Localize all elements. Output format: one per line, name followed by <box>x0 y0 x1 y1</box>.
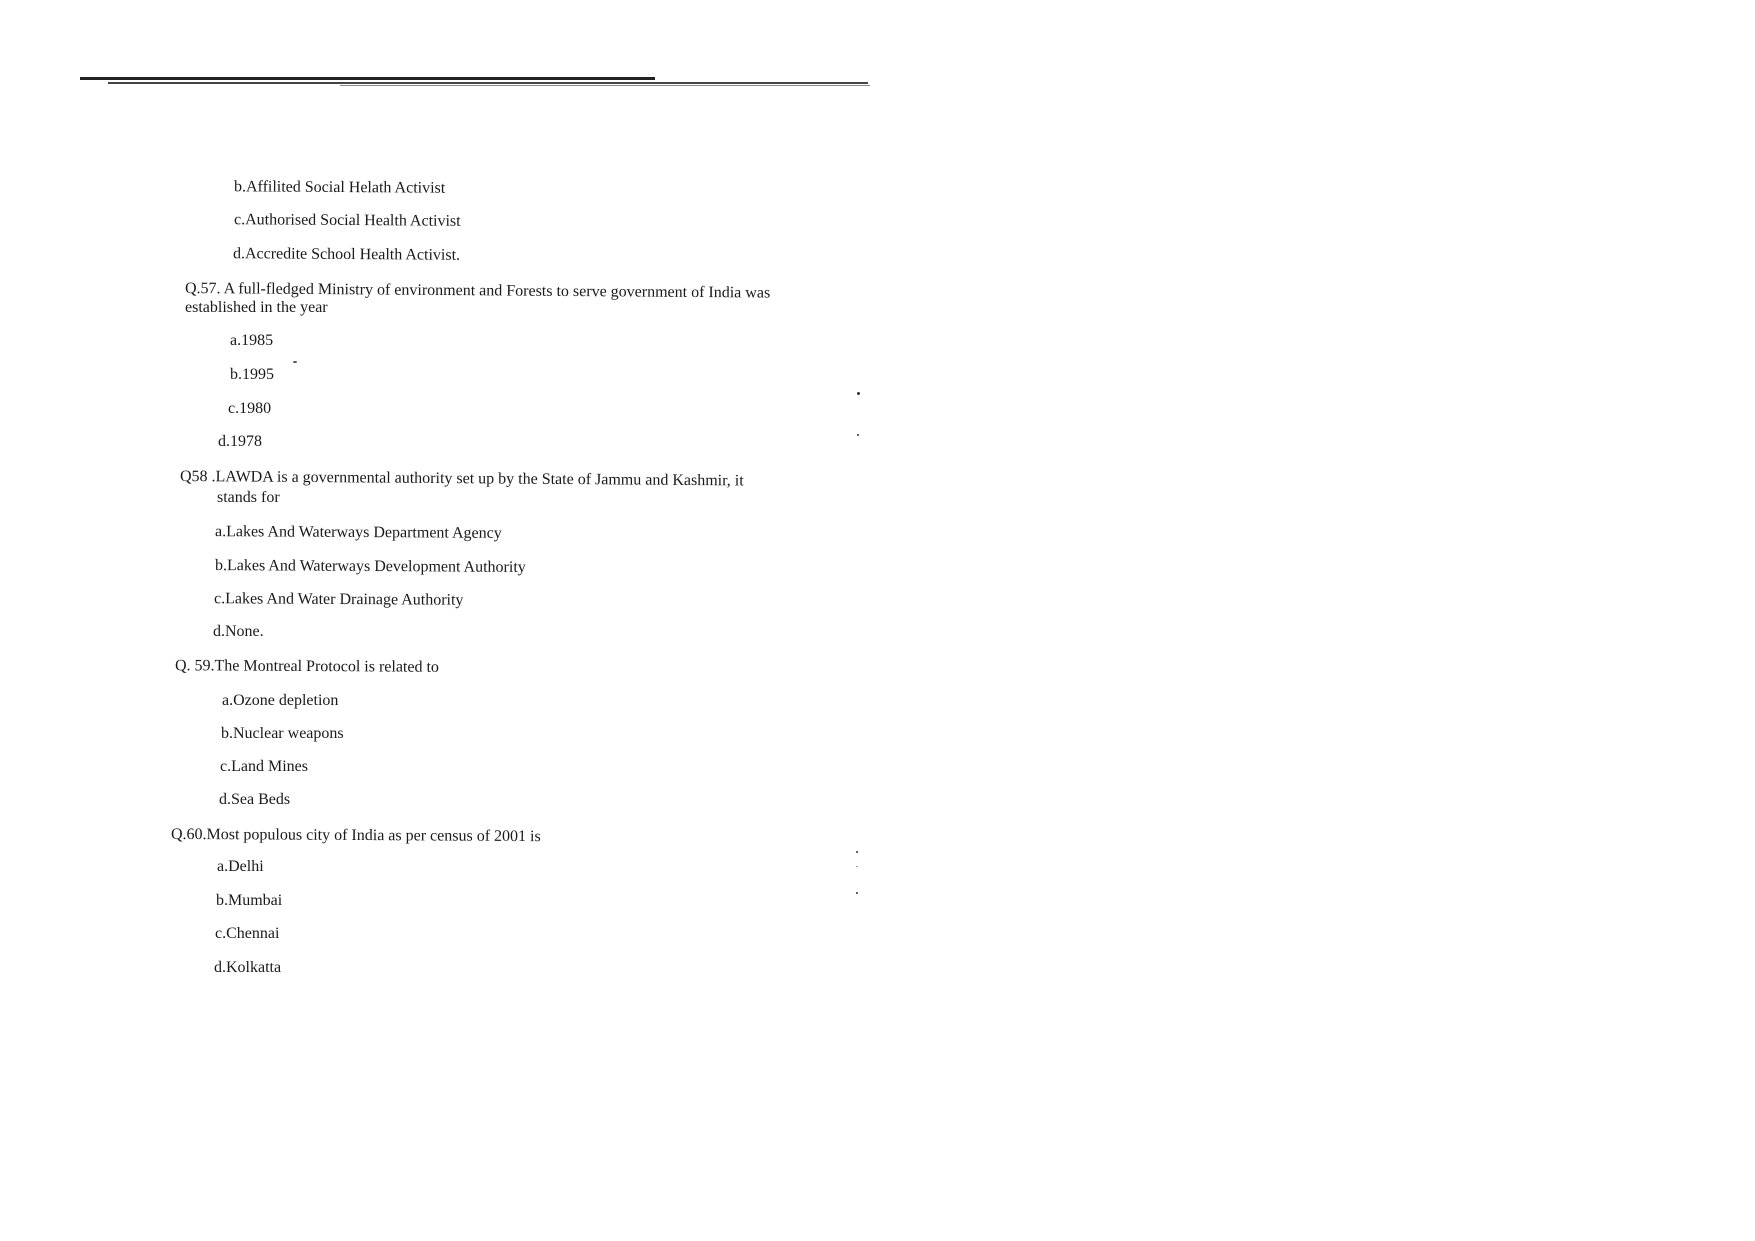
question-56-option-d: d.Accredite School Health Activist. <box>232 245 461 264</box>
question-60-option-b: b.Mumbai <box>216 892 283 909</box>
question-59-stem: Q. 59.The Montreal Protocol is related to <box>174 657 439 676</box>
question-57-option-d: d.1978 <box>218 433 262 450</box>
question-57-option-b: b.1995 <box>230 366 274 383</box>
question-60-option-c: c.Chennai <box>215 925 280 942</box>
header-rule <box>80 77 655 80</box>
header-rule <box>340 85 870 86</box>
question-59-option-a: a.Ozone depletion <box>222 692 339 709</box>
question-58-stem-line1: Q58 .LAWDA is a governmental authority set up by the State of Jammu and Kashmir, it <box>179 468 744 490</box>
question-59-option-c: c.Land Mines <box>220 758 308 775</box>
question-59-option-d: d.Sea Beds <box>219 791 291 808</box>
question-58-option-b: b.Lakes And Waterways Development Authority <box>214 557 526 576</box>
question-57-stem-line2: established in the year <box>185 299 328 316</box>
question-57-stem-line1: Q.57. A full-fledged Ministry of environment and Forests to serve government of India was <box>184 280 771 302</box>
question-58-stem-line2: stands for <box>217 489 280 506</box>
header-rule <box>108 82 868 84</box>
question-58-option-d: d.None. <box>213 623 264 640</box>
question-60-option-d: d.Kolkatta <box>214 959 282 976</box>
question-58-option-a: a.Lakes And Waterways Department Agency <box>214 523 502 542</box>
question-56-option-b: b.Affilited Social Helath Activist <box>233 178 446 197</box>
question-60-stem: Q.60.Most populous city of India as per census of 2001 is <box>170 825 541 846</box>
question-57-option-a: a.1985 <box>230 332 274 349</box>
question-57-option-c: c.1980 <box>228 400 272 417</box>
question-60-option-a: a.Delhi <box>217 858 264 875</box>
question-59-option-b: b.Nuclear weapons <box>221 725 344 742</box>
question-56-option-c: c.Authorised Social Health Activist <box>233 211 461 230</box>
question-58-option-c: c.Lakes And Water Drainage Authority <box>213 590 464 609</box>
